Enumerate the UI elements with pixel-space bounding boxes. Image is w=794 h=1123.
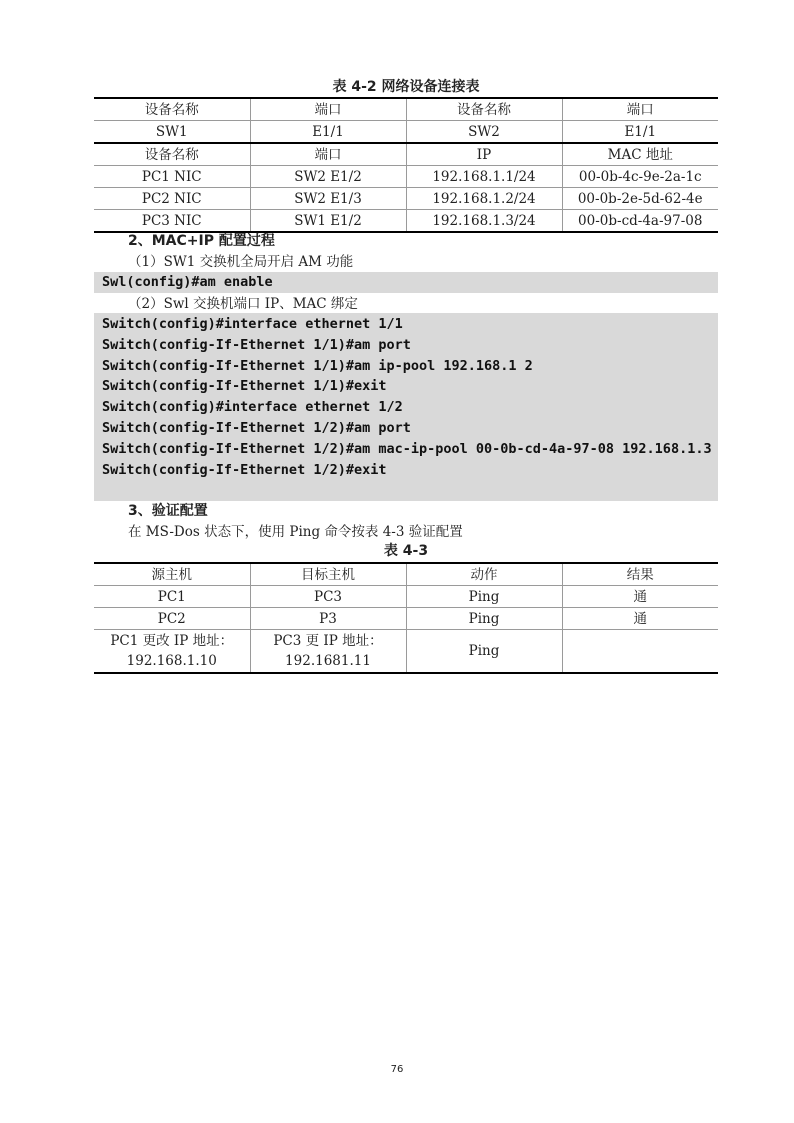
- table-cell: 00-0b-cd-4a-97-08: [562, 210, 718, 233]
- section-3-intro: 在 MS-Dos 状态下，使用 Ping 命令按表 4-3 验证配置: [128, 524, 463, 540]
- table-cell: SW2: [406, 121, 562, 144]
- table-row: [94, 608, 718, 630]
- header-cell: 端口: [250, 98, 406, 121]
- header-cell: 设备名称: [406, 98, 562, 121]
- table-header-row: [94, 563, 718, 586]
- table-row: [94, 188, 718, 210]
- header-cell: 目标主机: [250, 563, 406, 586]
- target-host-cell: [250, 630, 406, 674]
- table-cell: 192.168.1.1/24: [406, 166, 562, 188]
- table-row: [94, 121, 718, 144]
- table-cell: 00-0b-2e-5d-62-4e: [562, 188, 718, 210]
- header-cell: IP: [406, 143, 562, 166]
- result-cell: [562, 630, 718, 674]
- table-4-3-caption: 表 4-3: [383, 543, 429, 559]
- code-line: Switch(config-If-Ethernet 1/1)#am port: [102, 336, 411, 353]
- table-cell: Ping: [406, 608, 562, 630]
- table-cell: 通: [562, 586, 718, 608]
- header-cell: 端口: [250, 143, 406, 166]
- table-header-row: [94, 98, 718, 121]
- table-header-row: [94, 143, 718, 166]
- code-line: Swl(config)#am enable: [102, 274, 273, 290]
- source-host-line-2: 192.168.1.10: [126, 653, 217, 669]
- table-cell: PC2 NIC: [94, 188, 250, 210]
- table-cell: PC3: [250, 586, 406, 608]
- header-cell: 设备名称: [94, 143, 250, 166]
- target-host-line-2: 192.1681.11: [285, 653, 371, 669]
- code-line: Switch(config-If-Ethernet 1/1)#am ip-pool 192.168.1 2: [102, 357, 533, 374]
- table-cell: SW2 E1/3: [250, 188, 406, 210]
- table-row: [94, 210, 718, 233]
- step-2-text: （2）Swl 交换机端口 IP、MAC 绑定: [128, 296, 358, 312]
- section-2-heading: 2、MAC+IP 配置过程: [128, 233, 275, 249]
- table-4-2-caption: 表 4-2 网络设备连接表: [332, 79, 480, 95]
- header-cell: 端口: [562, 98, 718, 121]
- code-line: Switch(config)#interface ethernet 1/1: [102, 316, 403, 332]
- table-cell: PC1 NIC: [94, 166, 250, 188]
- table-cell: PC1: [94, 586, 250, 608]
- source-host-cell: [94, 630, 250, 674]
- table-cell: Ping: [406, 586, 562, 608]
- table-cell: 192.168.1.3/24: [406, 210, 562, 233]
- table-cell: PC2: [94, 608, 250, 630]
- code-block-am-enable: [94, 272, 718, 293]
- source-host-line-1: PC1 更改 IP 地址：: [110, 633, 234, 649]
- action-cell: Ping: [406, 630, 562, 674]
- code-line: Switch(config-If-Ethernet 1/2)#am mac-ip-pool 00-0b-cd-4a-97-08 192.168.1.3: [102, 440, 712, 457]
- header-cell: 源主机: [94, 563, 250, 586]
- network-device-connection-table: [94, 97, 718, 233]
- header-cell: 设备名称: [94, 98, 250, 121]
- target-host-line-1: PC3 更 IP 地址：: [273, 633, 383, 649]
- table-cell: SW1 E1/2: [250, 210, 406, 233]
- table-cell: 00-0b-4c-9e-2a-1c: [562, 166, 718, 188]
- step-1-text: （1）SW1 交换机全局开启 AM 功能: [128, 254, 354, 270]
- table-cell: E1/1: [250, 121, 406, 144]
- code-line: Switch(config-If-Ethernet 1/2)#exit: [102, 461, 387, 478]
- table-cell: 192.168.1.2/24: [406, 188, 562, 210]
- table-cell: PC3 NIC: [94, 210, 250, 233]
- code-line: Switch(config-If-Ethernet 1/1)#exit: [102, 378, 387, 395]
- table-row: [94, 166, 718, 188]
- code-line: Switch(config)#interface ethernet 1/2: [102, 399, 403, 416]
- verification-table: [94, 562, 718, 674]
- table-cell: SW2 E1/2: [250, 166, 406, 188]
- table-cell: 通: [562, 608, 718, 630]
- header-cell: MAC 地址: [562, 143, 718, 166]
- code-line: Switch(config-If-Ethernet 1/2)#am port: [102, 419, 411, 436]
- header-cell: 动作: [406, 563, 562, 586]
- table-row: [94, 586, 718, 608]
- table-cell: E1/1: [562, 121, 718, 144]
- table-cell: P3: [250, 608, 406, 630]
- code-block-port-binding: [94, 313, 718, 501]
- section-3-heading: 3、验证配置: [128, 503, 208, 519]
- table-cell: SW1: [94, 121, 250, 144]
- header-cell: 结果: [562, 563, 718, 586]
- table-row: [94, 630, 718, 674]
- page-number: 76: [390, 1064, 404, 1075]
